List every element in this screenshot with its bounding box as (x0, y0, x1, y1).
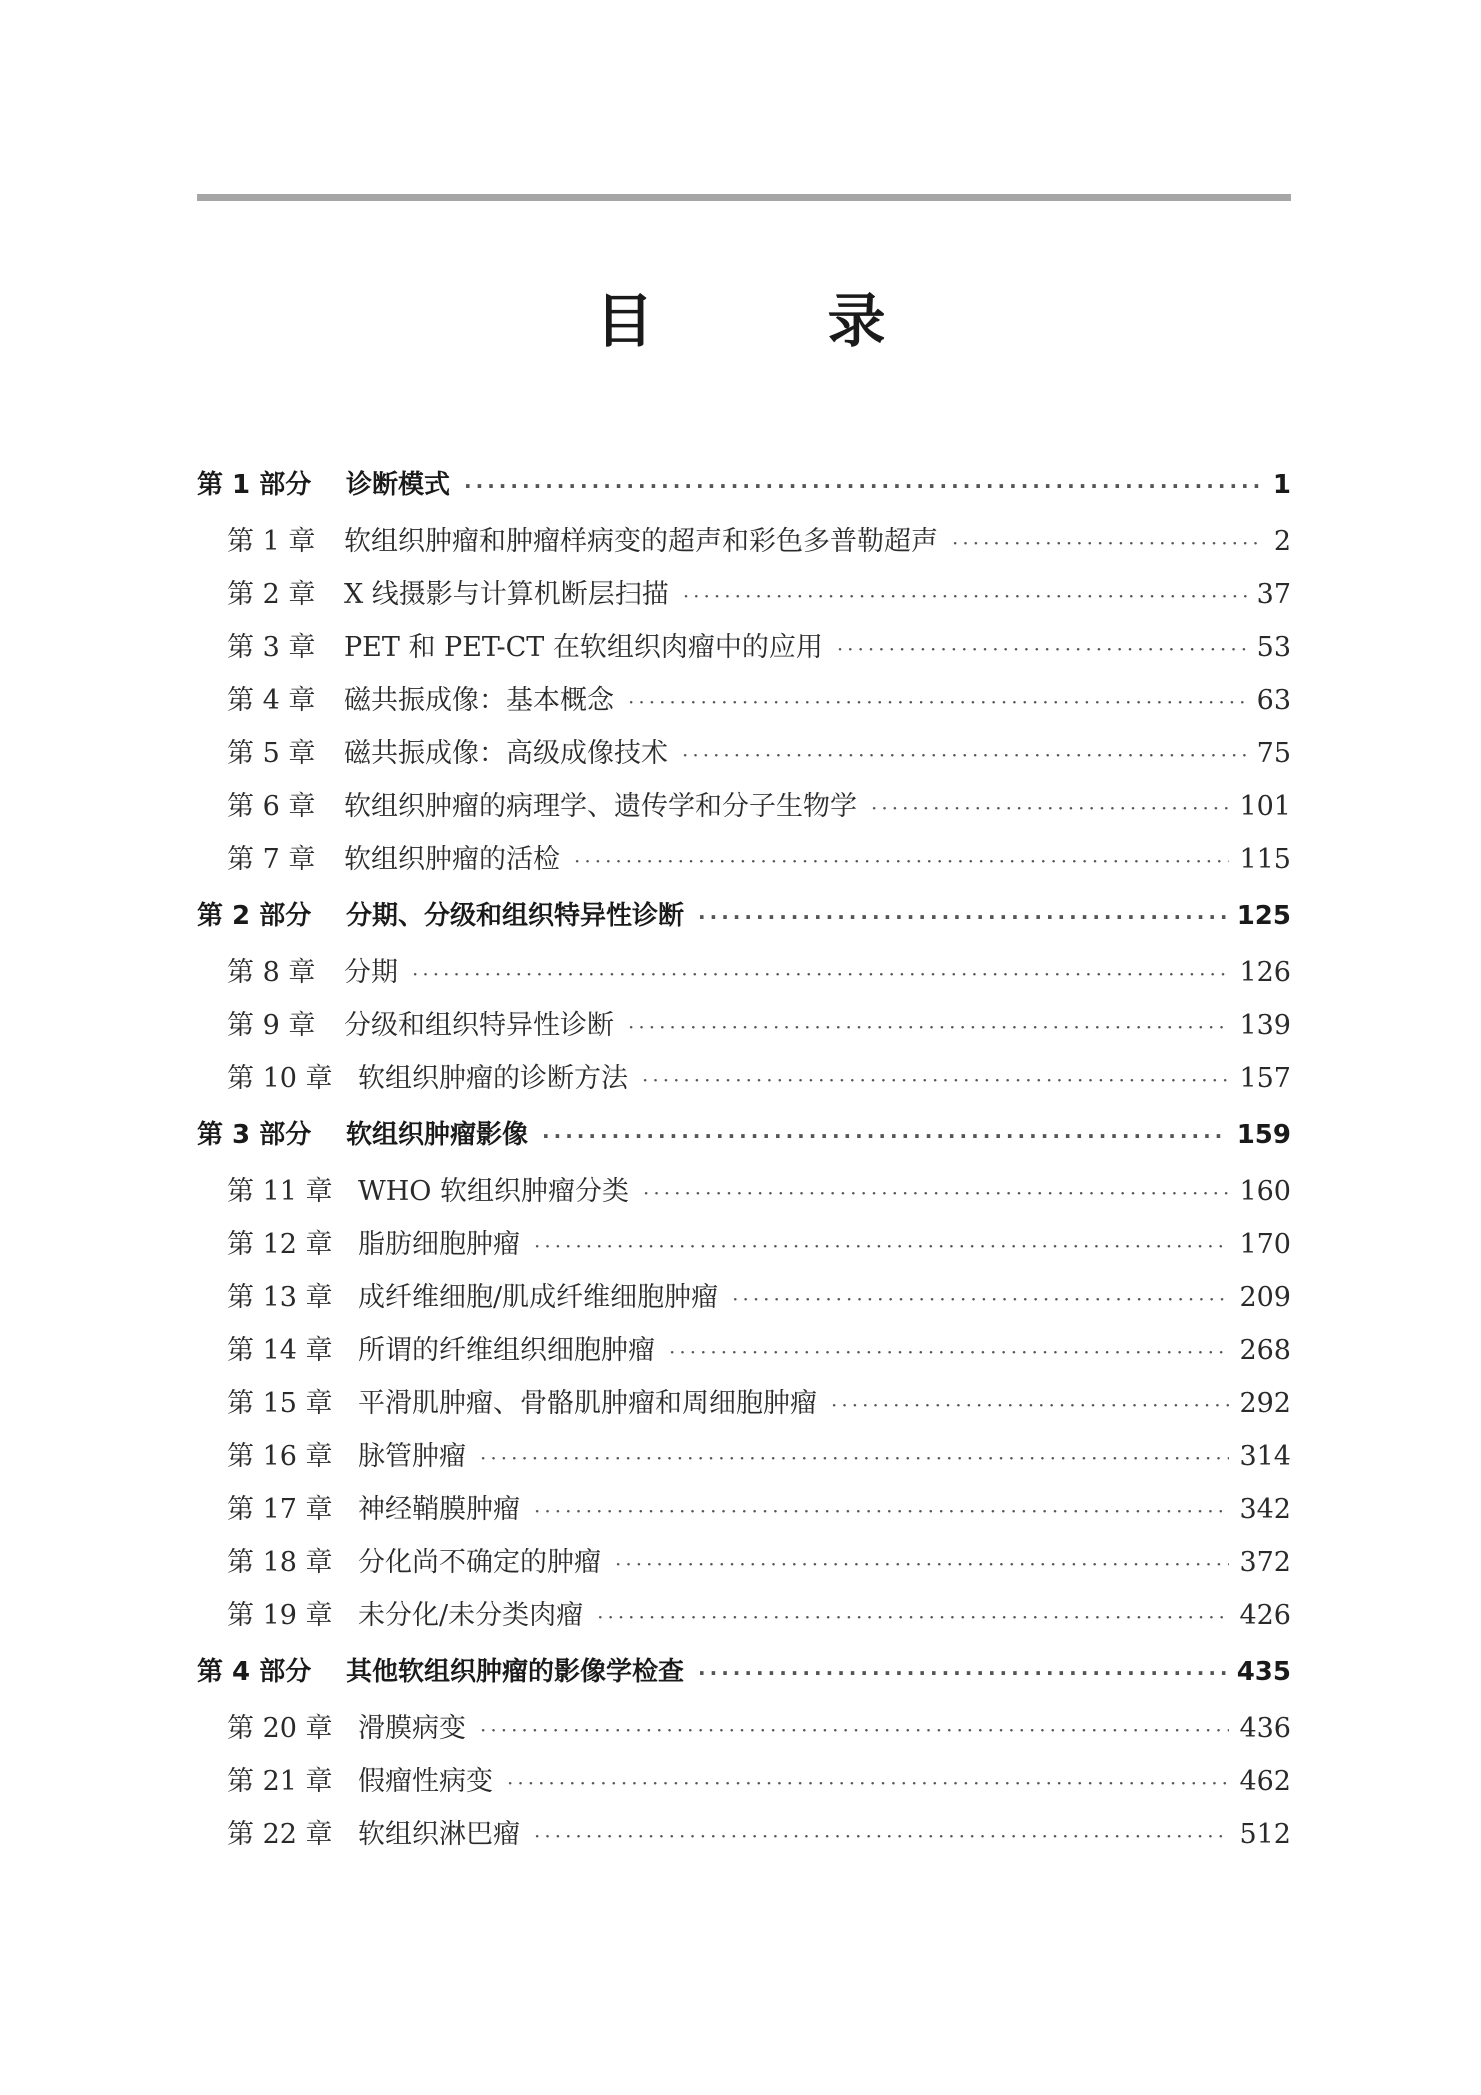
toc-number: 第 18 章 (227, 1547, 333, 1578)
toc-page-number: 37 (1256, 579, 1291, 610)
toc-chapter-entry[interactable] (197, 1536, 1291, 1589)
toc-chapter-entry[interactable] (197, 946, 1291, 999)
toc-title: 软组织淋巴瘤 (358, 1819, 520, 1850)
toc-title: X 线摄影与计算机断层扫描 (344, 579, 669, 610)
toc-number: 第 8 章 (227, 957, 316, 988)
toc-page-number: 1 (1272, 470, 1291, 500)
toc-number: 第 6 章 (227, 791, 316, 822)
dot-leader (698, 887, 1227, 947)
toc-number: 第 5 章 (227, 738, 316, 769)
dot-leader (628, 1001, 1229, 1054)
toc-chapter-entry[interactable] (197, 1324, 1291, 1377)
toc-title: 脂肪细胞肿瘤 (358, 1229, 520, 1260)
toc-page-number: 372 (1239, 1547, 1291, 1578)
toc-number: 第 7 章 (227, 844, 316, 875)
dot-leader (669, 1326, 1229, 1379)
dot-leader (628, 676, 1247, 729)
dot-leader (480, 1704, 1229, 1757)
page-title: 目 录 (595, 287, 944, 355)
toc-page-number: 139 (1239, 1010, 1291, 1041)
toc-number: 第 2 章 (227, 579, 316, 610)
dot-leader (683, 570, 1247, 623)
dot-leader (534, 1485, 1229, 1538)
toc-page-number: 53 (1256, 632, 1291, 663)
toc-chapter-entry[interactable] (197, 1271, 1291, 1324)
toc-title: 软组织肿瘤和肿瘤样病变的超声和彩色多普勒超声 (344, 526, 938, 557)
toc-title: 成纤维细胞/肌成纤维细胞肿瘤 (358, 1282, 719, 1313)
toc-number: 第 11 章 (227, 1176, 333, 1207)
toc-title: 磁共振成像：高级成像技术 (344, 738, 668, 769)
toc-part-entry[interactable] (197, 1105, 1291, 1165)
toc-title: 分期、分级和组织特异性诊断 (346, 901, 685, 931)
toc-page-number: 436 (1239, 1713, 1291, 1744)
toc-title: 平滑肌肿瘤、骨骼肌肿瘤和周细胞肿瘤 (358, 1388, 817, 1419)
toc-page-number: 435 (1236, 1657, 1291, 1687)
toc-number: 第 21 章 (227, 1766, 333, 1797)
dot-leader (732, 1273, 1229, 1326)
toc-number: 第 14 章 (227, 1335, 333, 1366)
toc-number: 第 1 章 (227, 526, 316, 557)
top-rule (197, 194, 1291, 201)
toc-part-entry[interactable] (197, 455, 1291, 515)
toc-chapter-entry[interactable] (197, 621, 1291, 674)
toc-chapter-entry[interactable] (197, 780, 1291, 833)
toc-chapter-entry[interactable] (197, 727, 1291, 780)
toc-number: 第 17 章 (227, 1494, 333, 1525)
dot-leader (480, 1432, 1229, 1485)
toc-chapter-entry[interactable] (197, 1377, 1291, 1430)
toc-page-number: 157 (1239, 1063, 1291, 1094)
toc-title: 假瘤性病变 (358, 1766, 493, 1797)
toc-page-number: 160 (1239, 1176, 1291, 1207)
toc-title: 未分化/未分类肉瘤 (358, 1600, 584, 1631)
toc-page-number: 2 (1273, 526, 1291, 557)
toc-page-number: 209 (1239, 1282, 1291, 1313)
toc-title: 软组织肿瘤的活检 (344, 844, 560, 875)
toc-page-number: 314 (1239, 1441, 1291, 1472)
toc-chapter-entry[interactable] (197, 568, 1291, 621)
toc-number: 第 10 章 (227, 1063, 333, 1094)
toc-page-number: 126 (1239, 957, 1291, 988)
toc-chapter-entry[interactable] (197, 1165, 1291, 1218)
toc-title: 脉管肿瘤 (358, 1441, 466, 1472)
toc-chapter-entry[interactable] (197, 1702, 1291, 1755)
toc-page-number: 115 (1239, 844, 1291, 875)
toc-number: 第 15 章 (227, 1388, 333, 1419)
table-of-contents (197, 455, 1291, 1861)
toc-number: 第 1 部分 (197, 470, 312, 500)
dot-leader (507, 1757, 1229, 1810)
toc-title: 神经鞘膜肿瘤 (358, 1494, 520, 1525)
dot-leader (615, 1538, 1229, 1591)
toc-part-entry[interactable] (197, 1642, 1291, 1702)
toc-number: 第 4 部分 (197, 1657, 312, 1687)
toc-number: 第 3 部分 (197, 1120, 312, 1150)
toc-page-number: 101 (1239, 791, 1291, 822)
toc-chapter-entry[interactable] (197, 674, 1291, 727)
dot-leader (643, 1167, 1229, 1220)
toc-title: 其他软组织肿瘤的影像学检查 (346, 1657, 685, 1687)
dot-leader (464, 456, 1263, 516)
toc-chapter-entry[interactable] (197, 1755, 1291, 1808)
dot-leader (682, 729, 1247, 782)
toc-number: 第 19 章 (227, 1600, 333, 1631)
toc-chapter-entry[interactable] (197, 999, 1291, 1052)
toc-page-number: 292 (1239, 1388, 1291, 1419)
dot-leader (952, 517, 1264, 570)
dot-leader (534, 1810, 1229, 1863)
toc-chapter-entry[interactable] (197, 1483, 1291, 1536)
toc-page-number: 75 (1256, 738, 1291, 769)
dot-leader (412, 948, 1229, 1001)
toc-title: 分化尚不确定的肿瘤 (358, 1547, 601, 1578)
dot-leader (542, 1106, 1227, 1166)
toc-title: WHO 软组织肿瘤分类 (358, 1176, 630, 1207)
toc-number: 第 9 章 (227, 1010, 316, 1041)
toc-number: 第 3 章 (227, 632, 316, 663)
toc-page-number: 170 (1239, 1229, 1291, 1260)
toc-page-number: 125 (1236, 901, 1291, 931)
toc-page-number: 462 (1239, 1766, 1291, 1797)
toc-number: 第 13 章 (227, 1282, 333, 1313)
toc-title: 所谓的纤维组织细胞肿瘤 (358, 1335, 655, 1366)
toc-title: 滑膜病变 (358, 1713, 466, 1744)
toc-title: 分级和组织特异性诊断 (344, 1010, 614, 1041)
toc-number: 第 2 部分 (197, 901, 312, 931)
toc-number: 第 4 章 (227, 685, 316, 716)
toc-title: 磁共振成像：基本概念 (344, 685, 614, 716)
toc-page-number: 268 (1239, 1335, 1291, 1366)
toc-number: 第 20 章 (227, 1713, 333, 1744)
toc-title: 软组织肿瘤影像 (346, 1120, 529, 1150)
dot-leader (871, 782, 1229, 835)
toc-page-number: 512 (1239, 1819, 1291, 1850)
dot-leader (837, 623, 1247, 676)
toc-number: 第 16 章 (227, 1441, 333, 1472)
dot-leader (574, 835, 1229, 888)
toc-chapter-entry[interactable] (197, 833, 1291, 886)
toc-page-number: 159 (1236, 1120, 1291, 1150)
toc-chapter-entry[interactable] (197, 515, 1291, 568)
dot-leader (534, 1220, 1229, 1273)
toc-title: PET 和 PET-CT 在软组织肉瘤中的应用 (344, 632, 823, 663)
toc-title: 诊断模式 (346, 470, 451, 500)
toc-number: 第 12 章 (227, 1229, 333, 1260)
toc-chapter-entry[interactable] (197, 1430, 1291, 1483)
toc-chapter-entry[interactable] (197, 1808, 1291, 1861)
dot-leader (698, 1643, 1227, 1703)
toc-chapter-entry[interactable] (197, 1218, 1291, 1271)
toc-chapter-entry[interactable] (197, 1589, 1291, 1642)
toc-title: 软组织肿瘤的病理学、遗传学和分子生物学 (344, 791, 857, 822)
toc-number: 第 22 章 (227, 1819, 333, 1850)
toc-page-number: 426 (1239, 1600, 1291, 1631)
dot-leader (597, 1591, 1229, 1644)
toc-title: 软组织肿瘤的诊断方法 (358, 1063, 628, 1094)
toc-page-number: 342 (1239, 1494, 1291, 1525)
toc-chapter-entry[interactable] (197, 1052, 1291, 1105)
toc-part-entry[interactable] (197, 886, 1291, 946)
dot-leader (642, 1054, 1229, 1107)
toc-title: 分期 (344, 957, 398, 988)
toc-page-number: 63 (1256, 685, 1291, 716)
dot-leader (831, 1379, 1229, 1432)
